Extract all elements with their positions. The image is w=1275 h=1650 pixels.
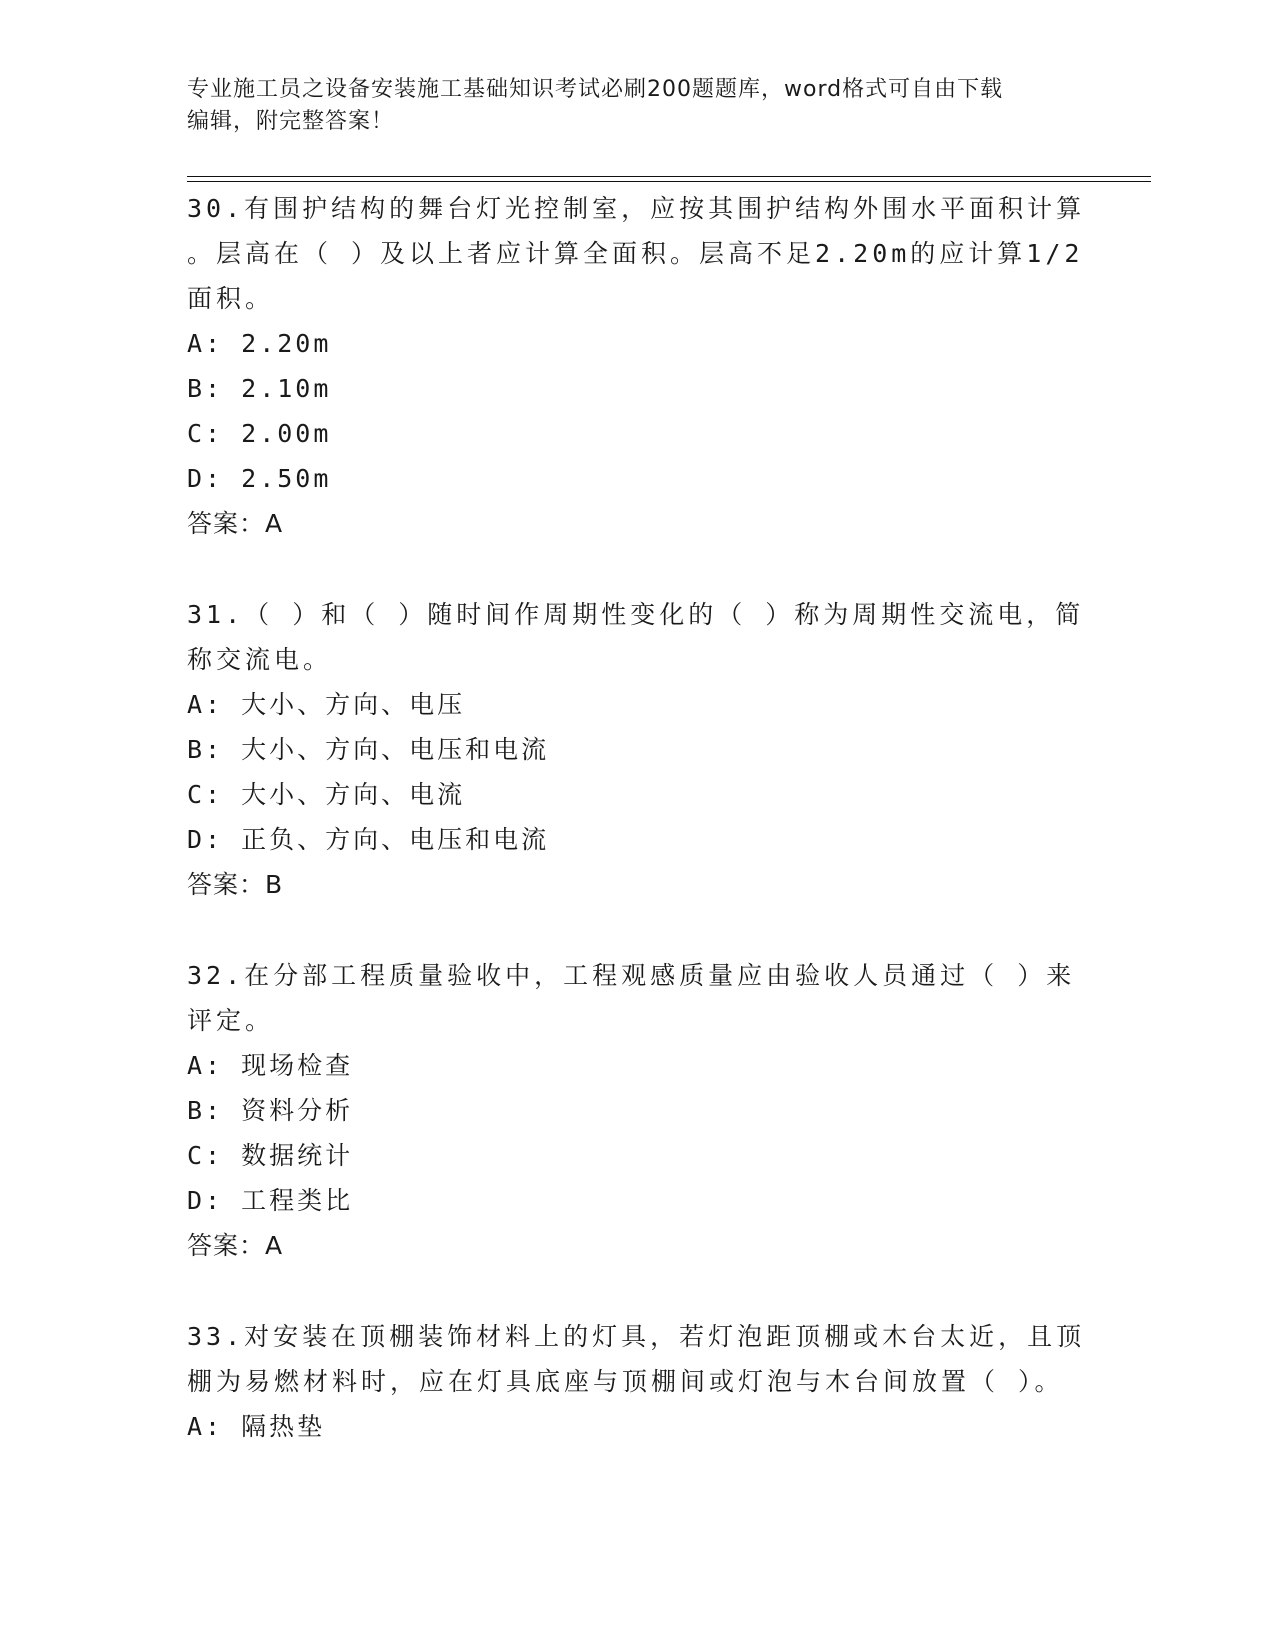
question-text-line: 称交流电。 [187,645,333,674]
option-a: A: 大小、方向、电压 [187,690,466,719]
question-text-line: 31.（ ）和（ ）随时间作周期性变化的（ ）称为周期性交流电，简 [187,600,1085,629]
option-a: A: 现场检查 [187,1051,354,1080]
question-text-line: 32.在分部工程质量验收中，工程观感质量应由验收人员通过（ ）来 [187,961,1076,990]
question-text-line: 棚为易燃材料时，应在灯具底座与顶棚间或灯泡与木台间放置（ ）。 [187,1367,1064,1396]
answer: 答案：A [187,1231,284,1260]
spacer [187,1268,1087,1314]
option-a: A: 隔热垫 [187,1412,326,1441]
question-text-line: 33.对安装在顶棚装饰材料上的灯具，若灯泡距顶棚或木台太近，且顶 [187,1322,1086,1351]
option-c: C: 大小、方向、电流 [187,780,466,809]
option-c: C: 数据统计 [187,1141,354,1170]
header-divider [187,176,1151,182]
question-text-line: 面积。 [187,284,275,313]
question-32 [187,953,1087,1268]
header-title-line-1: 专业施工员之设备安装施工基础知识考试必刷200题题库，word格式可自由下载 [187,77,1004,102]
header-title-line-2: 编辑，附完整答案！ [187,109,395,134]
question-text-line: 。层高在（ ）及以上者应计算全面积。层高不足2.20m的应计算1/2 [187,239,1084,268]
option-b: B: 2.10m [187,374,332,403]
answer: 答案：B [187,870,284,899]
option-b: B: 资料分析 [187,1096,354,1125]
question-31 [187,592,1087,907]
option-d: D: 2.50m [187,464,332,493]
option-b: B: 大小、方向、电压和电流 [187,735,550,764]
answer: 答案：A [187,509,284,538]
question-list [187,186,1087,1449]
question-text-line: 30.有围护结构的舞台灯光控制室，应按其围护结构外围水平面积计算 [187,194,1086,223]
option-d: D: 正负、方向、电压和电流 [187,825,550,854]
option-d: D: 工程类比 [187,1186,354,1215]
question-33 [187,1314,1087,1449]
option-a: A: 2.20m [187,329,332,358]
document-header [187,74,1067,138]
spacer [187,546,1087,592]
question-30 [187,186,1087,546]
spacer [187,907,1087,953]
question-text-line: 评定。 [187,1006,275,1035]
option-c: C: 2.00m [187,419,332,448]
